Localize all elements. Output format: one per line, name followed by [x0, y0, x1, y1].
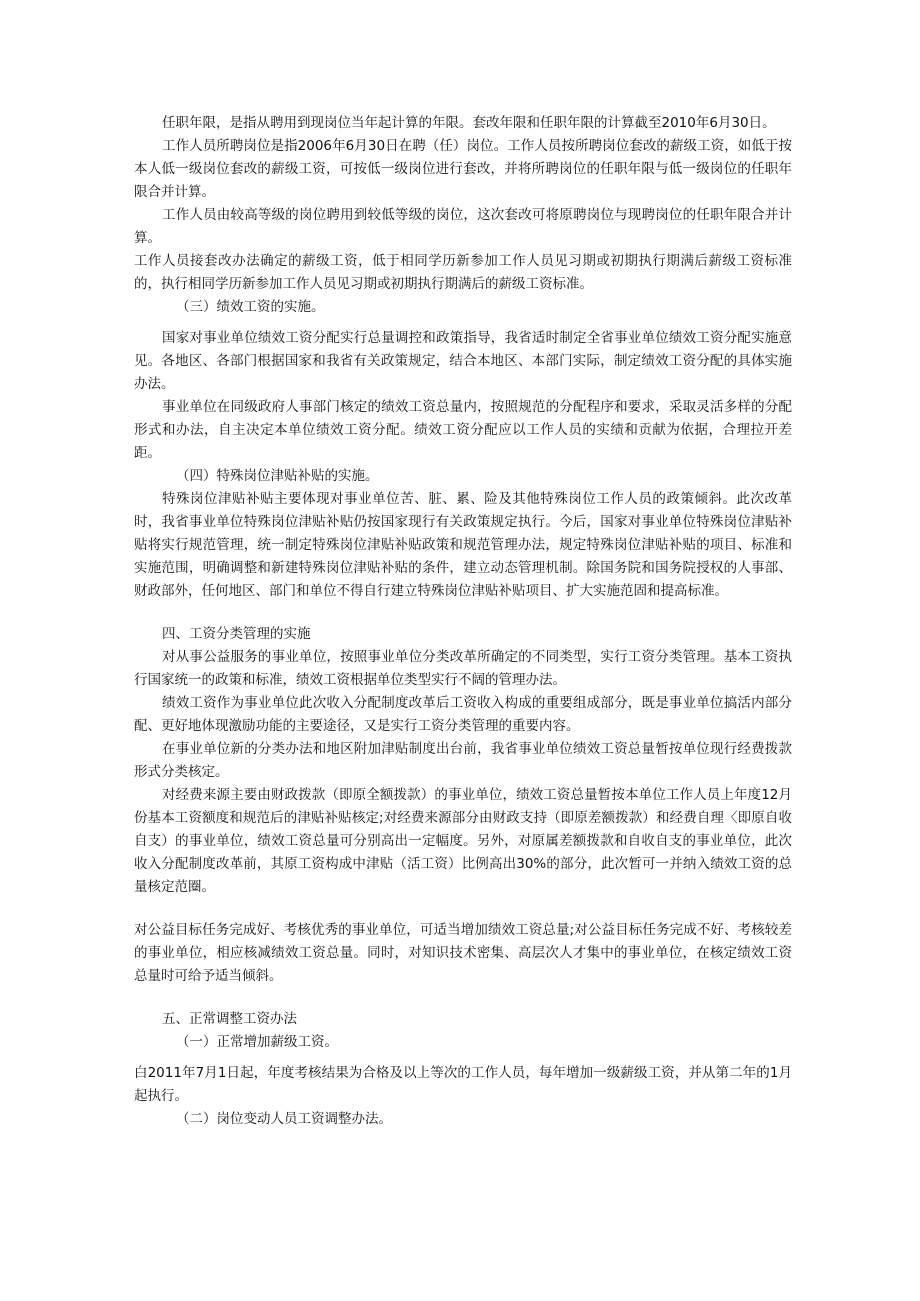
paragraph-funding-source: 对经费来源主要由财政拨款（即原全额拨款）的事业单位，绩效工资总量暂按本单位工作人员上年度12月份基本工资额度和规范后的津贴补贴核定;对经费来源部分由财政支持（即原差额拨款）和经费自理〈即原自收自支）的事业单位，绩效工资总量可分别高出一定幅度。另外，对原属差额拨款和自收自支的事业单位，此次收入分配制度改革前，其原工资构成中津贴（活工资）比例高出30%的部分，此次暂可一并纳入绩效工资的总量核定范圈。	[134, 787, 792, 895]
heading-normal-adjustment: 五、正常调整工资办法	[162, 1011, 297, 1027]
paragraph-unit-distribution: 事业单位在同级政府人事部门核定的绩效工资总量内，按照规范的分配程序和要求，采取灵活多样的分配形式和办法，自主决定本单位绩效工资分配。绩效工资分配应以工作人员的实绩和贡献为依据，合理拉开差距。	[134, 399, 792, 461]
paragraph-special-allowance: 特殊岗位津贴补贴主要体现对事业单位苦、脏、累、险及其他特殊岗位工作人员的政策倾斜。此次改革时，我省事业单位特殊岗位津贴补贴仍按国家现行有关政策规定执行。今后，国家对事业单位特殊岗位津贴补贴将实行规范管理，统一制定特殊岗位津贴补贴政策和规范管理办法，规定特殊岗位津贴补贴的项目、标准和实施范围，明确调整和新建特殊岗位津贴补贴的条件，建立动态管理机制。除国务院和国务院授权的人事部、财政部外，任何地区、部门和单位不得自行建立特殊岗位津贴补贴项目、扩大实施范固和提高标准。	[134, 491, 792, 599]
heading-special-allowance: （四）特殊岗位津贴补贴的实施。	[176, 468, 379, 484]
paragraph-national-control: 国家对事业单位绩效工资分配实行总量调控和政策指导，我省适时制定全省事业单位绩效工资分配实施意见。各地区、各部门根据国家和我省有关政策规定，结合本地区、本部门实际，制定绩效工资分配的具体实施办法。	[134, 330, 792, 392]
paragraph-salary-standard: 工作人员接套改办法确定的薪级工资，低于相同学历新参加工作人员见习期或初期执行期满后薪级工资标准的，执行相同学历新参加工作人员见习期或初期执行期满后的薪级工资标准。	[134, 253, 792, 292]
paragraph-tenure-definition: 任职年限，是指从聘用到现岗位当年起计算的年限。套改年限和任职年限的计算截至2010年6月30日。	[162, 115, 776, 131]
paragraph-annual-increase: 白2011年7月1日起，年度考核结果为合格及以上等次的工作人员，每年增加一级薪级工资，并从第二年的1月起执行。	[134, 1065, 792, 1104]
heading-classified-management: 四、工资分类管理的实施	[162, 626, 311, 642]
document-page	[134, 112, 792, 1131]
paragraph-higher-to-lower-post: 工作人员由较高等级的岗位聘用到较低等级的岗位，这次套改可将原聘岗位与现聘岗位的任职年限合并计算。	[134, 207, 792, 246]
paragraph-performance-component: 绩效工资作为事业单位此次收入分配制度改革后工资收入构成的重要组成部分，既是事业单位搞活内部分配、更好地体现激励功能的主要途径，又是实行工资分类管理的重要内容。	[134, 695, 792, 734]
heading-normal-increase: （一）正常增加薪级工资。	[176, 1034, 338, 1050]
paragraph-before-new-classification: 在事业单位新的分类办法和地区附加津贴制度出台前，我省事业单位绩效工资总量暂按单位现行经费拨款形式分类核定。	[134, 741, 792, 780]
heading-performance-pay: （三）绩效工资的实施。	[176, 299, 325, 315]
paragraph-public-welfare-targets: 对公益目标任务完成好、考核优秀的事业单位，可适当增加绩效工资总量;对公益目标任务完成不好、考核较差的事业单位，相应核减绩效工资总量。同时，对知识技术密集、高层次人才集中的事业单位，在核定绩效工资总量时可给予适当倾斜。	[134, 922, 792, 984]
paragraph-assigned-post: 工作人员所聘岗位是指2006年6月30日在聘（任）岗位。工作人员按所聘岗位套改的薪级工资，如低于按本人低一级岗位套改的薪级工资，可按低一级岗位进行套改，并将所聘岗位的任职年限与低一级岗位的任职年限合并计算。	[134, 138, 792, 200]
paragraph-classified-management: 对从事公益服务的事业单位，按照事业单位分类改革所确定的不同类型，实行工资分类管理。基本工资执行国家统一的政策和标准，绩效工资根据单位类型实行不阔的管理办法。	[134, 649, 792, 688]
heading-post-change: （二）岗位变动人员工资调整办法。	[176, 1111, 392, 1127]
